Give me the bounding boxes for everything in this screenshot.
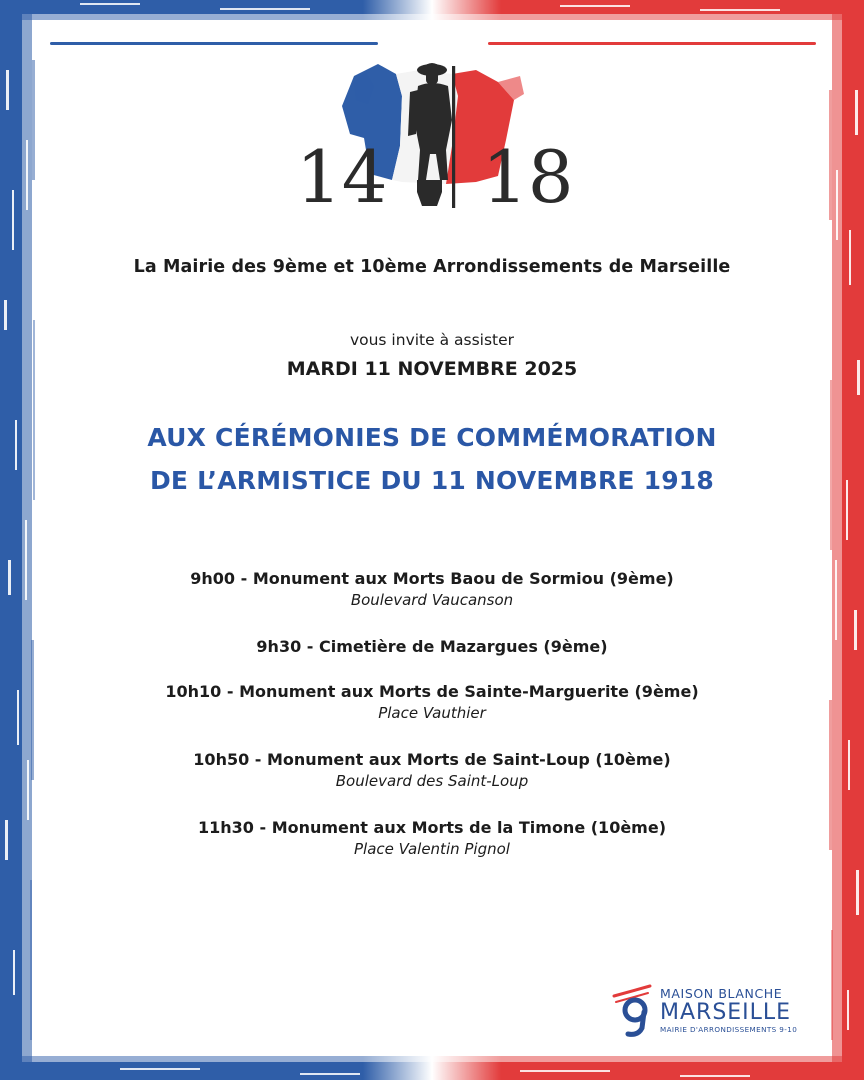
year-right: 18 (482, 135, 574, 216)
schedule-item (0, 817, 864, 861)
schedule-item (0, 568, 864, 612)
schedule-item (0, 636, 864, 657)
schedule-item (0, 749, 864, 793)
schedule-item-place: Boulevard des Saint-Loup (335, 772, 529, 790)
schedule-item-title: 11h30 - Monument aux Morts de la Timone (10ème) (197, 818, 667, 837)
schedule-item-place: Place Vauthier (378, 704, 486, 722)
organizer-line: La Mairie des 9ème et 10ème Arrondissements de Marseille (133, 257, 731, 277)
event-date: MARDI 11 NOVEMBRE 2025 (286, 358, 578, 380)
schedule-item-title: 10h50 - Monument aux Morts de Saint-Loup (10ème) (193, 750, 671, 769)
schedule-item (0, 681, 864, 725)
schedule-item-place: Boulevard Vaucanson (350, 591, 514, 609)
schedule-item-title: 9h00 - Monument aux Morts Baou de Sormiou (9ème) (190, 569, 674, 588)
top-line-red (488, 42, 816, 45)
logo-line-1: MAISON BLANCHE (660, 986, 783, 1001)
logo-line-3: MAIRIE D'ARRONDISSEMENTS 9-10 (660, 1025, 798, 1034)
soldier-silhouette-flag-icon (292, 56, 582, 216)
ceremony-schedule (0, 568, 864, 885)
title-line-2: DE L’ARMISTICE DU 11 NOVEMBRE 1918 (149, 466, 714, 495)
logo-line-2: MARSEILLE (660, 1000, 792, 1025)
title-line-1: AUX CÉRÉMONIES DE COMMÉMORATION (147, 423, 717, 452)
schedule-item-title: 9h30 - Cimetière de Mazargues (9ème) (256, 637, 608, 656)
schedule-item-title: 10h10 - Monument aux Morts de Sainte-Marguerite (9ème) (165, 682, 699, 701)
top-line-blue (50, 42, 378, 45)
invite-text: vous invite à assister (349, 331, 515, 349)
year-left: 14 (296, 135, 388, 216)
mairie-logo-text (660, 986, 820, 1035)
schedule-item-place: Place Valentin Pignol (354, 840, 510, 858)
